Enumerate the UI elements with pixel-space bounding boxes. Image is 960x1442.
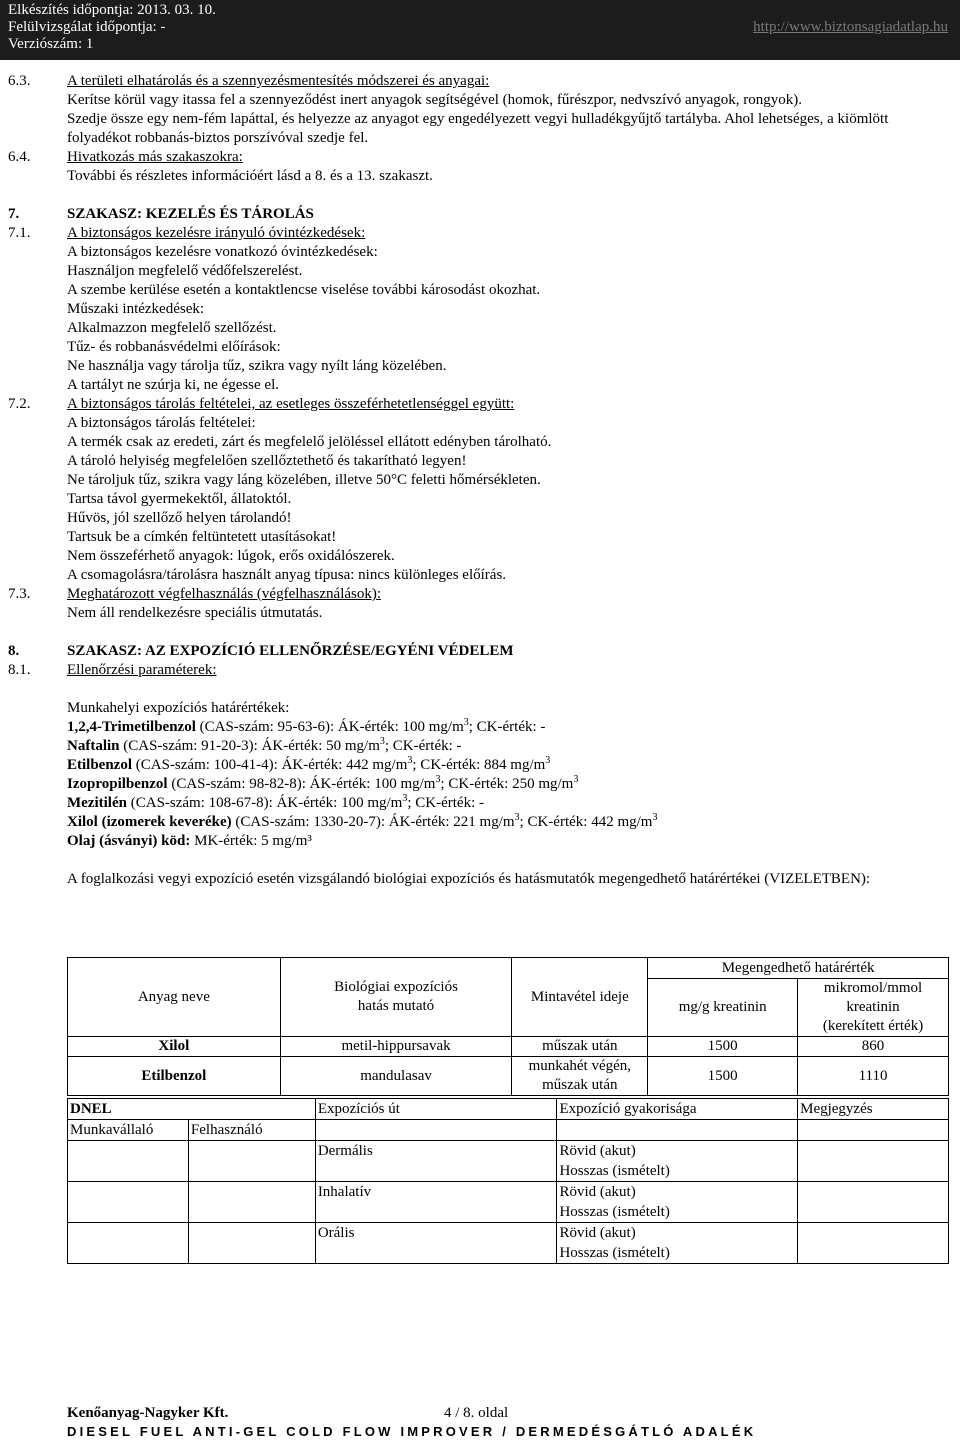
- section-number: 7.1.: [8, 225, 31, 241]
- limits-title-text: Munkahelyi expozíciós határértékek:: [67, 700, 290, 716]
- cell-line: Rövid (akut): [559, 1225, 636, 1241]
- table-header-cell: Anyag neve: [68, 958, 281, 1037]
- line-text: Nem összeférhető anyagok: lúgok, erős oxidálószerek.: [67, 548, 395, 564]
- table-cell: [188, 1223, 315, 1264]
- substance-name: Izopropilbenzol: [67, 776, 168, 792]
- table-cell: 1500: [648, 1037, 798, 1057]
- table-cell: Felhasználó: [188, 1120, 315, 1141]
- biological-limits-table: [67, 957, 949, 1096]
- table-cell: 1500: [648, 1057, 798, 1096]
- table-row: [68, 1182, 949, 1223]
- section-number: 7.2.: [8, 396, 31, 412]
- text-line: [0, 319, 960, 338]
- line-text: Műszaki intézkedések:: [67, 301, 205, 317]
- line-text: A tároló helyiség megfelelően szellőztethető és takarítható legyen!: [67, 453, 467, 469]
- text-line: [0, 414, 960, 433]
- text-line: [0, 509, 960, 528]
- substance-name: Etilbenzol: [67, 757, 133, 773]
- section-6-4-heading: [0, 148, 960, 167]
- limit-text: MK-érték: 5 mg/m³: [190, 833, 312, 849]
- text-line: [0, 528, 960, 547]
- table-cell: [68, 1182, 189, 1223]
- section-title: A biztonságos kezelésre irányuló óvintézkedések:: [67, 225, 366, 241]
- limit-text: ; CK-érték: -: [384, 738, 462, 754]
- table-cell: mandulasav: [280, 1057, 512, 1096]
- limit-line: [0, 718, 960, 737]
- version-number: Verziószám: 1: [8, 36, 94, 52]
- line-text: Használjon megfelelő védőfelszerelést.: [67, 263, 303, 279]
- table-cell: [557, 1120, 798, 1141]
- cell-line: Rövid (akut): [559, 1184, 636, 1200]
- section-6-3-heading: [0, 72, 960, 91]
- header-meta: [8, 2, 216, 53]
- text-line: [0, 357, 960, 376]
- superscript: 3: [402, 793, 408, 804]
- table-cell: [315, 1120, 557, 1141]
- limit-text: (CAS-szám: 98-82-8): ÁK-érték: 100 mg/m: [167, 776, 436, 792]
- superscript: 3: [652, 812, 658, 823]
- section-number: 8.: [8, 643, 20, 659]
- line-text: Hűvös, jól szellőző helyen tárolandó!: [67, 510, 292, 526]
- limit-text: ; CK-érték: -: [407, 795, 484, 811]
- table-cell: Inhalatív: [315, 1182, 557, 1223]
- text-line: [0, 452, 960, 471]
- limit-text: (CAS-szám: 91-20-3): ÁK-érték: 50 mg/m: [119, 738, 380, 754]
- line-text: Tűz- és robbanásvédelmi előírások:: [67, 339, 281, 355]
- dnel-table: [67, 1098, 949, 1264]
- footer-company: Kenőanyag-Nagyker Kft.: [67, 1405, 229, 1421]
- text-line: [0, 338, 960, 357]
- footer-product-name: DIESEL FUEL ANTI-GEL COLD FLOW IMPROVER / DERMEDÉSGÁTLÓ ADALÉK: [67, 1424, 757, 1439]
- table-cell: 1110: [798, 1057, 949, 1096]
- line-text: Tartsuk be a címkén feltüntetett utasításokat!: [67, 529, 337, 545]
- table-cell: [188, 1141, 315, 1182]
- table-cell: [512, 1057, 648, 1096]
- bio-intro-text: A foglalkozási vegyi expozíció esetén vizsgálandó biológiai expozíciós és hatásmutatók megengedhető határértékei (VIZELETBEN):: [67, 871, 871, 887]
- line-text: Ne tároljuk tűz, szikra vagy láng közelében, illetve 50°C feletti hőmérsékleten.: [67, 472, 541, 488]
- limits-title: [0, 699, 960, 718]
- table-header-cell: Mintavétel ideje: [512, 958, 648, 1037]
- table-row: [68, 1037, 949, 1057]
- line-text: A tartályt ne szúrja ki, ne égesse el.: [67, 377, 280, 393]
- text-line: [0, 376, 960, 395]
- substance-name: Xilol (izomerek keveréke): [67, 814, 232, 830]
- superscript: 3: [573, 774, 579, 785]
- limit-line: [0, 794, 960, 813]
- document-body: [0, 72, 960, 908]
- header-line: hatás mutató: [357, 998, 435, 1014]
- section-title: A területi elhatárolás és a szennyezésmentesítés módszerei és anyagai:: [67, 73, 490, 89]
- table-cell: [557, 1182, 798, 1223]
- superscript: 3: [435, 774, 441, 785]
- text-line: [0, 471, 960, 490]
- table-cell: [798, 1223, 949, 1264]
- text-line: [0, 262, 960, 281]
- superscript: 3: [545, 755, 551, 766]
- section-title: Hivatkozás más szakaszokra:: [67, 149, 243, 165]
- section-7-heading: [0, 205, 960, 224]
- paragraph: [0, 91, 960, 110]
- header-line: mikromol/mmol kreatinin: [823, 980, 923, 1015]
- table-cell: Etilbenzol: [68, 1057, 281, 1096]
- superscript: 3: [379, 736, 385, 747]
- table-header-row: [68, 958, 949, 979]
- footer-page-number: 4 / 8. oldal: [444, 1405, 509, 1421]
- table-header-cell: [798, 979, 949, 1037]
- line-text: A biztonságos kezelésre vonatkozó óvintézkedések:: [67, 244, 378, 260]
- superscript: 3: [407, 755, 413, 766]
- text-line: [0, 547, 960, 566]
- section-title: Meghatározott végfelhasználás (végfelhasználások):: [67, 586, 382, 602]
- cell-line: Hosszas (ismételt): [559, 1204, 670, 1220]
- cell-line: műszak után: [542, 1077, 618, 1093]
- cell-line: munkahét végén,: [528, 1058, 632, 1074]
- text-line: [0, 433, 960, 452]
- table-cell: Dermális: [315, 1141, 557, 1182]
- text-line: [0, 490, 960, 509]
- cell-line: Hosszas (ismételt): [559, 1163, 670, 1179]
- table-cell: Munkavállaló: [68, 1120, 189, 1141]
- section-title: Ellenőrzési paraméterek:: [67, 662, 217, 678]
- section-number: 7.: [8, 206, 20, 222]
- superscript: 3: [514, 812, 520, 823]
- substance-name: Naftalin: [67, 738, 120, 754]
- line-text: A csomagolásra/tárolásra használt anyag típusa: nincs különleges előírás.: [67, 567, 507, 583]
- section-8-1-heading: [0, 661, 960, 680]
- limit-text: ; CK-érték: 250 mg/m: [440, 776, 574, 792]
- table-cell: műszak után: [512, 1037, 648, 1057]
- section-number: 6.4.: [8, 149, 31, 165]
- table-header-cell: Expozíciós út: [315, 1099, 557, 1120]
- limit-text: ; CK-érték: -: [468, 719, 546, 735]
- table-row: [68, 1057, 949, 1096]
- table-cell: [68, 1141, 189, 1182]
- bio-intro: [0, 870, 960, 908]
- cell-line: Hosszas (ismételt): [559, 1245, 670, 1261]
- line-text: Tartsa távol gyermekektől, állatoktól.: [67, 491, 292, 507]
- substance-name: Olaj (ásványi) köd:: [67, 833, 191, 849]
- table-cell: [798, 1182, 949, 1223]
- paragraph-text: Kerítse körül vagy itassa fel a szennyeződést inert anyagok segítségével (homok, fűrészpor, nedvszívó anyagok, rongyok).: [67, 92, 803, 108]
- table-row: [68, 1141, 949, 1182]
- limit-text: (CAS-szám: 100-41-4): ÁK-érték: 442 mg/m: [132, 757, 408, 773]
- text-line: [0, 281, 960, 300]
- limit-text: ; CK-érték: 442 mg/m: [519, 814, 653, 830]
- table-cell: [188, 1182, 315, 1223]
- section-title: SZAKASZ: AZ EXPOZÍCIÓ ELLENŐRZÉSE/EGYÉNI VÉDELEM: [67, 643, 514, 659]
- header-line: Biológiai expozíciós: [334, 979, 458, 995]
- section-title: A biztonságos tárolás feltételei, az esetleges összeférhetetlenséggel együtt:: [67, 396, 515, 412]
- line-text: A biztonságos tárolás feltételei:: [67, 415, 256, 431]
- website-link[interactable]: http://www.biztonsagiadatlap.hu: [753, 19, 948, 35]
- limit-line: [0, 832, 960, 851]
- creation-date: Elkészítés időpontja: 2013. 03. 10.: [8, 2, 216, 18]
- table-cell: Xilol: [68, 1037, 281, 1057]
- limit-text: (CAS-szám: 108-67-8): ÁK-érték: 100 mg/m: [126, 795, 403, 811]
- table-cell: [798, 1120, 949, 1141]
- table-header-cell: Megjegyzés: [798, 1099, 949, 1120]
- revision-date: Felülvizsgálat időpontja: -: [8, 19, 166, 35]
- section-7-1-heading: [0, 224, 960, 243]
- table-cell: [798, 1141, 949, 1182]
- table-header-cell: Megengedhető határérték: [648, 958, 949, 979]
- header-line: (kerekített érték): [822, 1018, 924, 1034]
- table-row: [68, 1120, 949, 1141]
- line-text: A szembe kerülése esetén a kontaktlencse viselése további károsodást okozhat.: [67, 282, 541, 298]
- paragraph-text: Szedje össze egy nem-fém lapáttal, és helyezze az anyagot egy engedélyezett vegyi hulladékgyűjtő tartályba. Ahol lehetséges, a kiömlött folyadékot robbanás-biztos porszívóval szedje fel.: [67, 111, 889, 146]
- table-header-cell: [280, 958, 512, 1037]
- substance-name: Mezitilén: [67, 795, 127, 811]
- table-cell: metil-hippursavak: [280, 1037, 512, 1057]
- cell-line: Rövid (akut): [559, 1143, 636, 1159]
- table-header-cell: Expozíció gyakorisága: [557, 1099, 798, 1120]
- limit-line: [0, 756, 960, 775]
- page-header: [0, 0, 960, 60]
- superscript: 3: [463, 717, 469, 728]
- paragraph: [0, 604, 960, 623]
- table-cell: [68, 1223, 189, 1264]
- section-7-3-heading: [0, 585, 960, 604]
- table-cell: Orális: [315, 1223, 557, 1264]
- text-line: [0, 243, 960, 262]
- text-line: [0, 566, 960, 585]
- substance-name: 1,2,4-Trimetilbenzol: [67, 719, 196, 735]
- section-number: 8.1.: [8, 662, 31, 678]
- table-header-cell: DNEL: [68, 1099, 316, 1120]
- table-cell: 860: [798, 1037, 949, 1057]
- table-header-cell: mg/g kreatinin: [648, 979, 798, 1037]
- paragraph-text: Nem áll rendelkezésre speciális útmutatás.: [67, 605, 323, 621]
- line-text: Alkalmazzon megfelelő szellőzést.: [67, 320, 277, 336]
- table-row: [68, 1223, 949, 1264]
- line-text: Ne használja vagy tárolja tűz, szikra vagy nyílt láng közelében.: [67, 358, 447, 374]
- section-7-2-heading: [0, 395, 960, 414]
- limit-text: (CAS-szám: 95-63-6): ÁK-érték: 100 mg/m: [195, 719, 464, 735]
- table-cell: [557, 1223, 798, 1264]
- limit-text: (CAS-szám: 1330-20-7): ÁK-érték: 221 mg/m: [231, 814, 515, 830]
- table-cell: [557, 1141, 798, 1182]
- limit-line: [0, 737, 960, 756]
- paragraph-text: További és részletes információért lásd a 8. és a 13. szakaszt.: [67, 168, 433, 184]
- limit-line: [0, 813, 960, 832]
- section-title: SZAKASZ: KEZELÉS ÉS TÁROLÁS: [67, 206, 314, 222]
- section-number: 6.3.: [8, 73, 31, 89]
- paragraph: [0, 167, 960, 186]
- section-8-heading: [0, 642, 960, 661]
- limit-line: [0, 775, 960, 794]
- section-number: 7.3.: [8, 586, 31, 602]
- line-text: A termék csak az eredeti, zárt és megfelelő jelöléssel ellátott edényben tárolható.: [67, 434, 552, 450]
- table-header-row: [68, 1099, 949, 1120]
- limit-text: ; CK-érték: 884 mg/m: [412, 757, 546, 773]
- paragraph: [0, 110, 960, 148]
- text-line: [0, 300, 960, 319]
